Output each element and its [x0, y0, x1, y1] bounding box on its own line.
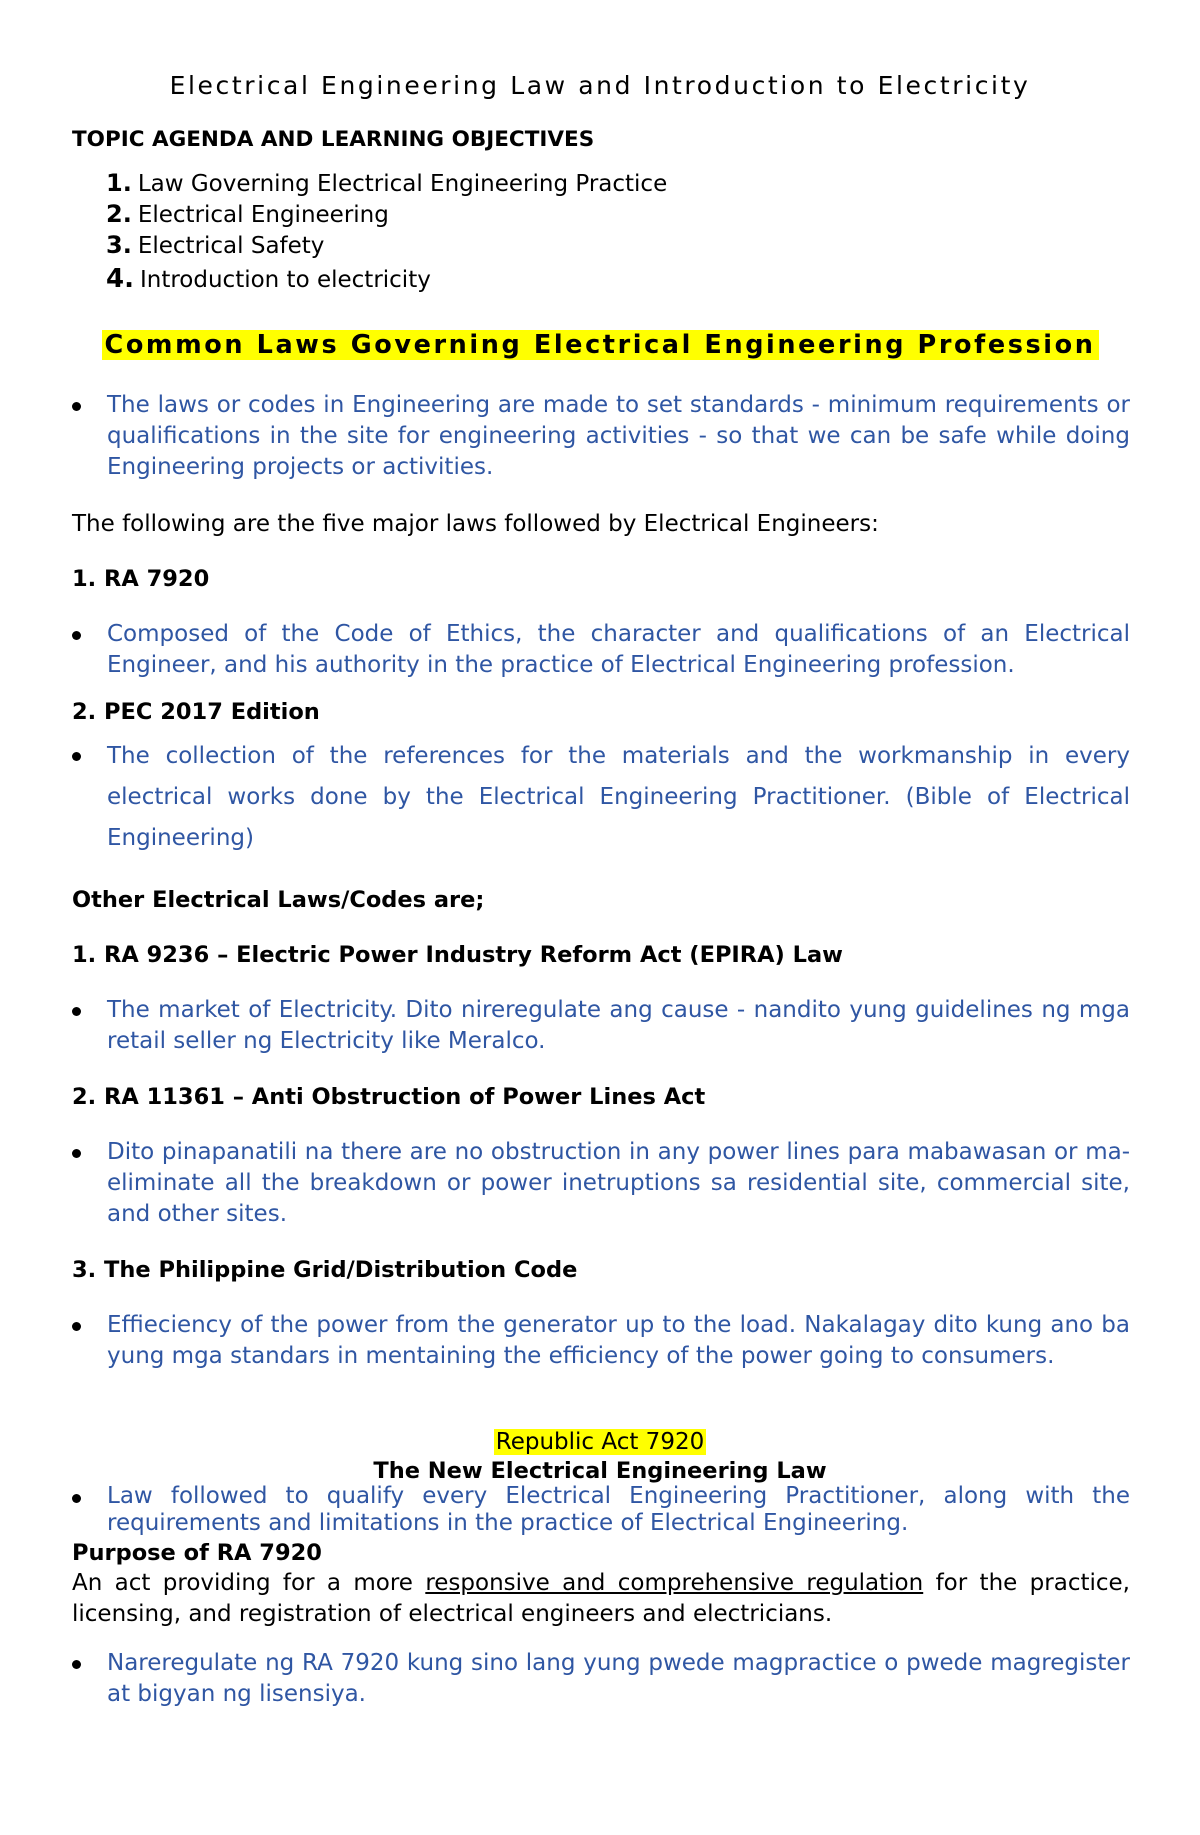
list-item: Effieciency of the power from the generator up to the load. Nakalagay dito kung ano ba yung mga standars in mentaining the efficiency of the power going to consumers.: [72, 1310, 1130, 1372]
bullet-icon: [72, 1007, 81, 1016]
agenda-list: [106, 168, 667, 297]
five-laws-intro: The following are the five major laws followed by Electrical Engineers:: [72, 511, 879, 537]
bullet-icon: [72, 402, 81, 411]
agenda-item: 1. Law Governing Electrical Engineering Practice: [106, 169, 668, 197]
bullet-icon: [72, 1322, 81, 1331]
list-item: The collection of the references for the materials and the workmanship in every electrical works done by the Electrical Engineering Practitioner. (Bible of Electrical Engineering): [72, 736, 1130, 859]
list-item: The laws or codes in Engineering are made to set standards - minimum requirements or qualifications in the site for engineering activities - so that we can be safe while doing Engineering projects or activities.: [72, 390, 1130, 483]
list-item: Nareregulate ng RA 7920 kung sino lang yung pwede magpractice o pwede magregister at bigyan ng lisensiya.: [72, 1648, 1130, 1710]
bullet-icon: [72, 752, 81, 761]
list-item: Composed of the Code of Ethics, the character and qualifications of an Electrical Engineer, and his authority in the practice of Electrical Engineering profession.: [72, 619, 1130, 681]
law-heading: 2. PEC 2017 Edition: [72, 699, 320, 725]
bullet-icon: [72, 631, 81, 640]
law-heading: 3. The Philippine Grid/Distribution Code: [72, 1257, 578, 1283]
agenda-item: 4. Introduction to electricity: [106, 264, 431, 294]
agenda-item: 2. Electrical Engineering: [106, 200, 389, 228]
purpose-heading: Purpose of RA 7920: [72, 1540, 322, 1566]
ra7920-subtitle: The New Electrical Engineering Law: [373, 1458, 827, 1484]
document-title: Electrical Engineering Law and Introduction to Electricity: [169, 71, 1031, 100]
bullet-icon: [72, 1494, 81, 1503]
list-item: The market of Electricity. Dito nireregulate ang cause - nandito yung guidelines ng mga retail seller ng Electricity like Meralco.: [72, 995, 1130, 1057]
law-heading: 1. RA 7920: [72, 566, 210, 592]
bullet-icon: [72, 1660, 81, 1669]
list-item: Law followed to qualify every Electrical Engineering Practitioner, along with the requirements and limitations in the practice of Electrical Engineering.: [72, 1483, 1130, 1537]
other-laws-heading: Other Electrical Laws/Codes are;: [72, 887, 485, 913]
bullet-icon: [72, 1149, 81, 1158]
law-heading: 2. RA 11361 – Anti Obstruction of Power Lines Act: [72, 1084, 706, 1110]
list-item: Dito pinapanatili na there are no obstruction in any power lines para mabawasan or ma-eliminate all the breakdown or power inetruptions sa residential site, commercial site, and other sites.: [72, 1137, 1130, 1230]
agenda-item: 3. Electrical Safety: [106, 231, 325, 259]
ra7920-label: Republic Act 7920: [495, 1429, 705, 1455]
law-heading: 1. RA 9236 – Electric Power Industry Reform Act (EPIRA) Law: [72, 942, 843, 968]
section-title: Common Laws Governing Electrical Engineering Profession: [0, 330, 1200, 362]
agenda-heading: TOPIC AGENDA AND LEARNING OBJECTIVES: [72, 127, 595, 152]
purpose-text: An act providing for a more responsive and comprehensive regulation for the practice, licensing, and registration of electrical engineers and electricians.: [72, 1570, 1130, 1627]
